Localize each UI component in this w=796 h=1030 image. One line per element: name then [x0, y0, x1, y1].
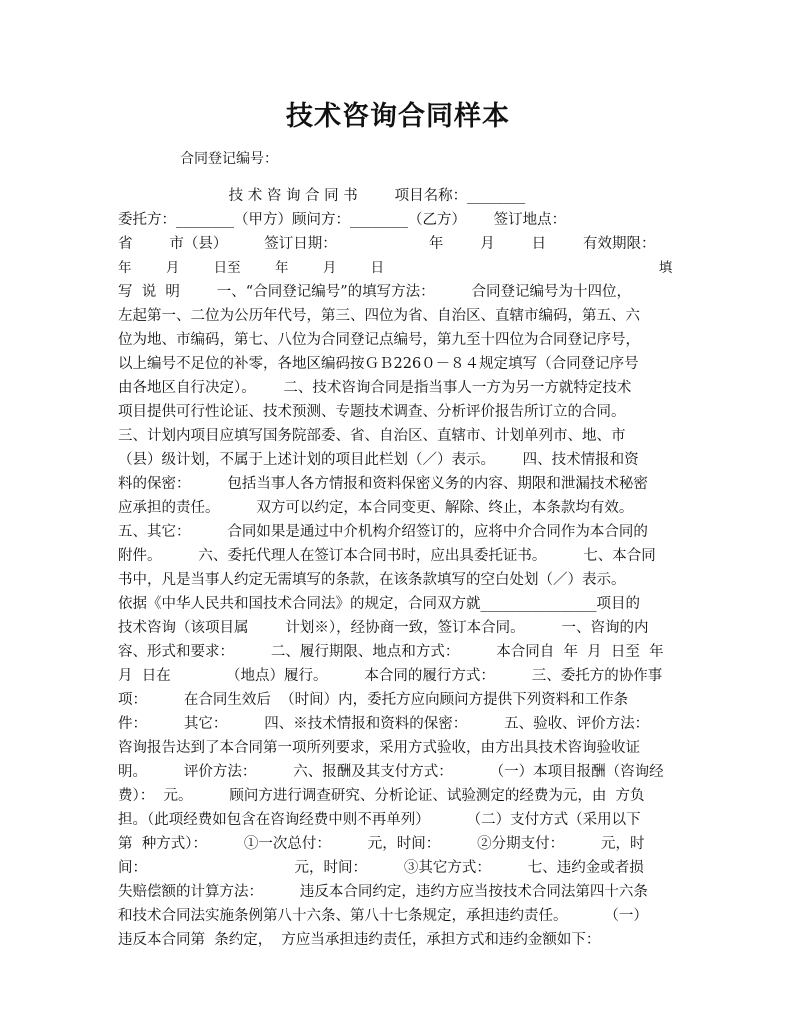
body-line: 依据《中华人民共和国技术合同法》的规定，合同双方就________________项目的	[118, 596, 640, 612]
body-line: 技 术 咨 询 合 同 书 项目名称：________	[118, 188, 526, 204]
body-line: 料的保密： 包括当事人各方情报和资料保密义务的内容、期限和泄漏技术秘密	[118, 476, 648, 492]
body-line: 项： 在合同生效后 （时间）内，委托方应向顾问方提供下列资料和工作条	[118, 692, 629, 708]
body-line: 容、形式和要求： 二、履行期限、地点和方式： 本合同自 年 月 日至 年	[118, 644, 664, 660]
body-line: 省 市（县） 签订日期： 年 月 日 有效期限：	[118, 236, 656, 252]
body-line: 失赔偿额的计算方法： 违反本合同约定，违约方应当按技术合同法第四十六条	[118, 884, 648, 900]
body-line: 位为地、市编码，第七、八位为合同登记点编号，第九至十四位为合同登记序号，	[118, 332, 640, 348]
body-line: 委托方：________（甲方）顾问方：________（乙方） 签订地点：	[118, 212, 567, 228]
body-line: 和技术合同法实施条例第八十六条、第八十七条规定，承担违约责任。 （一）	[118, 908, 648, 924]
body-line: 以上编号不足位的补零，各地区编码按ＧＢ226０－８４规定填写（合同登记序号	[118, 356, 639, 372]
document-title: 技术咨询合同样本	[286, 101, 510, 132]
registration-number-label: 合同登记编号：	[180, 151, 278, 167]
body-line: 五、其它： 合同如果是通过中介机构介绍签订的，应将中介合同作为本合同的	[118, 524, 648, 540]
body-line: 由各地区自行决定）。 二、技术咨询合同是指当事人一方为另一方就特定技术	[118, 380, 632, 396]
body-line: 项目提供可行性论证、技术预测、专题技术调查、分析评价报告所订立的合同。	[118, 404, 626, 420]
body-line: 第 种方式）： ①一次总付： 元，时间： ②分期支付： 元，时	[118, 836, 645, 852]
body-line: 三、计划内项目应填写国务院部委、省、自治区、直辖市、计划单列市、地、市	[118, 428, 626, 444]
body-line: 费）： 元。 顾问方进行调查研究、分析论证、试验测定的经费为元，由 方负	[118, 788, 645, 804]
body-line: 书中，凡是当事人约定无需填写的条款，在该条款填写的空白处划（／）表示。	[118, 572, 626, 588]
body-line: 件： 其它： 四、※技术情报和资料的保密： 五、验收、评价方法：	[118, 716, 650, 732]
contract-body	[118, 184, 682, 952]
body-line: 明。 评价方法： 六、报酬及其支付方式： （一）本项目报酬（咨询经	[118, 764, 664, 780]
body-line: 年 月 日至 年 月 日 填	[118, 260, 673, 276]
body-line: 左起第一、二位为公历年代号，第三、四位为省、自治区、直辖市编码，第五、六	[118, 308, 640, 324]
body-line: 附件。 六、委托代理人在签订本合同书时，应出具委托证书。 七、本合同	[118, 548, 656, 564]
body-line: 技术咨询（该项目属 计划※），经协商一致，签订本合同。 一、咨询的内	[118, 620, 649, 636]
body-line: 间： 元，时间： ③其它方式： 七、违约金或者损	[118, 860, 644, 876]
body-line: 写 说 明 一、“合同登记编号”的填写方法： 合同登记编号为十四位，	[118, 284, 632, 300]
body-line: 违反本合同第 条约定， 方应当承担违约责任，承担方式和违约金额如下：	[118, 932, 601, 948]
body-line: 应承担的责任。 双方可以约定，本合同变更、解除、终止，本条款均有效。	[118, 500, 634, 516]
body-line: 月 日在 （地点）履行。 本合同的履行方式： 三、委托方的协作事	[118, 668, 663, 684]
body-line: 咨询报告达到了本合同第一项所列要求，采用方式验收，由方出具技术咨询验收证	[118, 740, 640, 756]
body-line: （县）级计划，不属于上述计划的项目此栏划（／）表示。 四、技术情报和资	[118, 452, 639, 468]
body-line: 担。（此项经费如包含在咨询经费中则不再单列） （二）支付方式（采用以下	[118, 812, 641, 828]
